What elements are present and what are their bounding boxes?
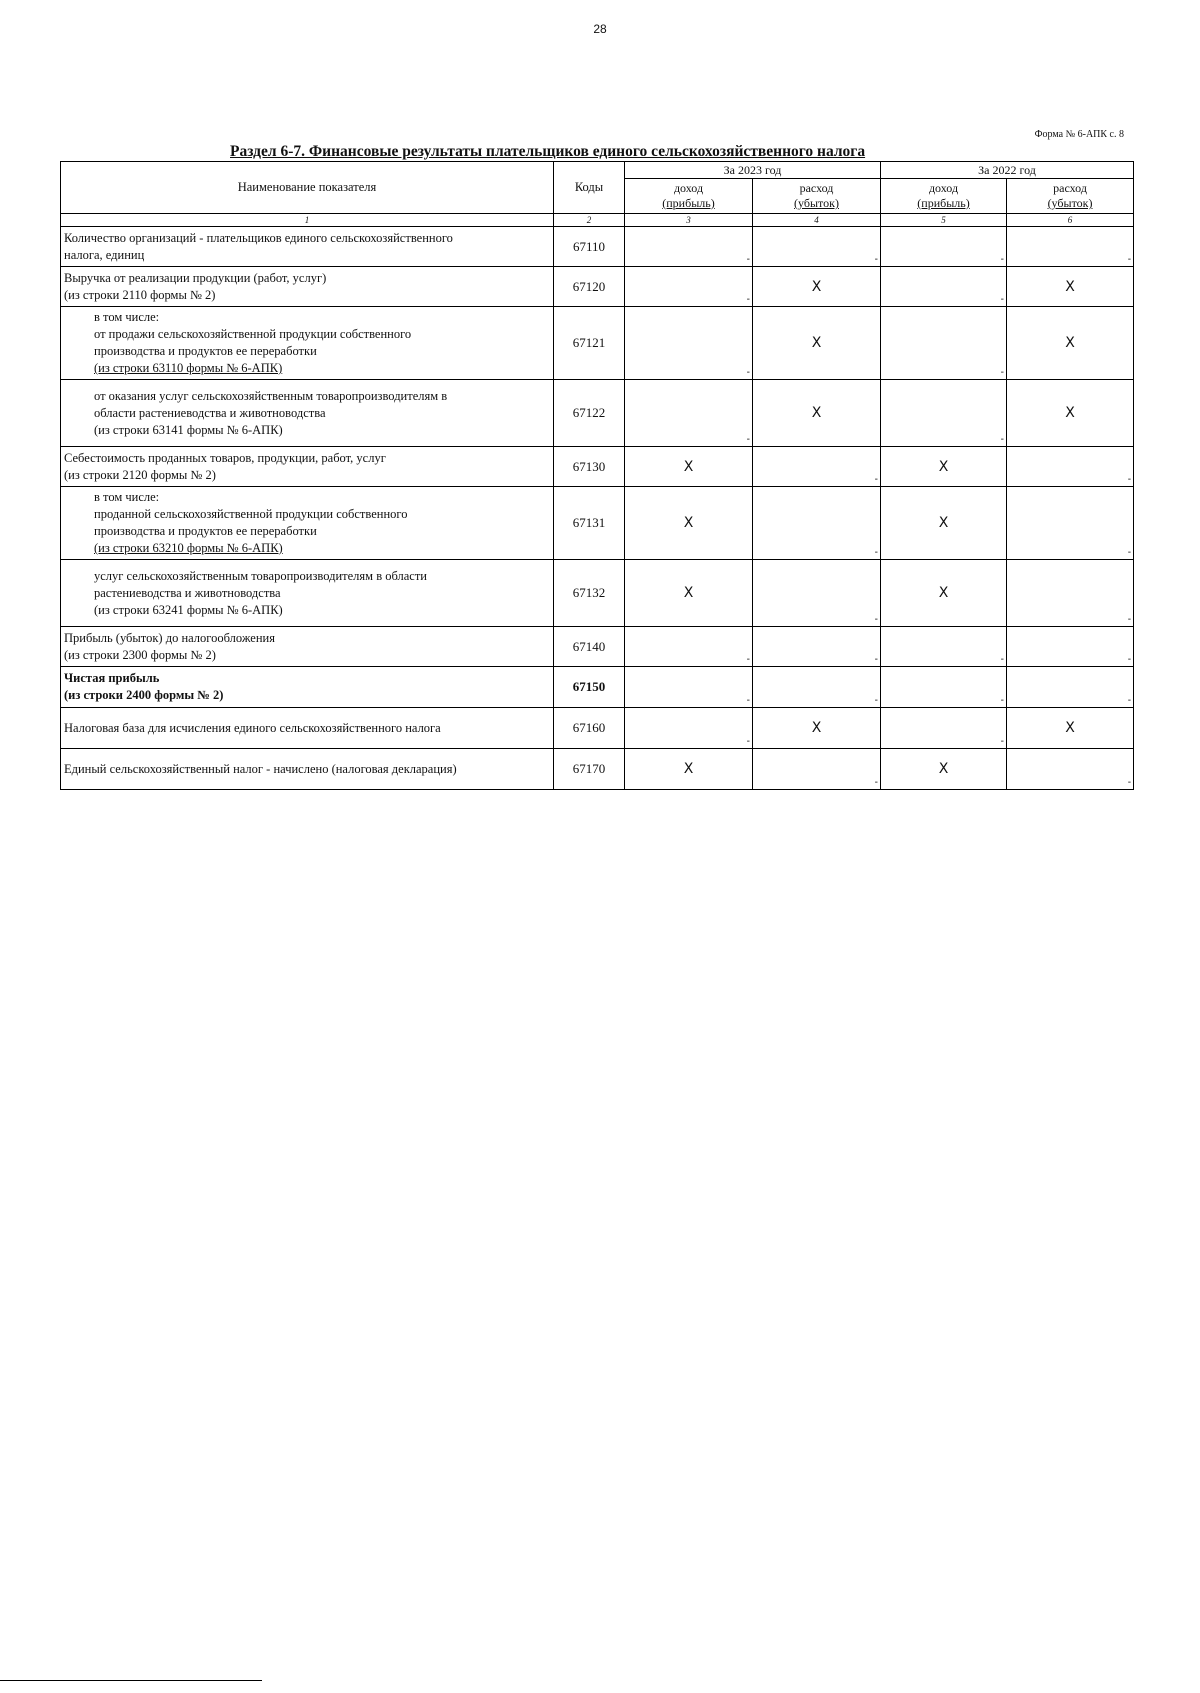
value-cell: - [1007,560,1134,627]
value-cell: - [881,380,1007,447]
value-cell: - [625,708,753,749]
indicator-name: Количество организаций - плательщиков единого сельскохозяйственного налога, единиц [61,227,554,267]
indicator-name: Прибыль (убыток) до налогообложения (из строки 2300 формы № 2) [61,627,554,667]
value-cell: - [881,667,1007,708]
row-code: 67110 [554,227,625,267]
value-cell: - [1007,667,1134,708]
not-applicable-mark: X [881,560,1007,627]
table-row [61,667,1134,708]
header-expense-2022: расход (убыток) [1007,179,1134,214]
indicator-name: в том числе: от продажи сельскохозяйственной продукции собственного производства и продуктов ее переработки (из строки 63110 формы № 6-АПК) [61,307,554,380]
header-name: Наименование показателя [61,162,554,214]
row-code: 67130 [554,447,625,487]
value-cell: - [753,227,881,267]
footnote-divider [0,1680,262,1681]
value-cell: - [625,627,753,667]
indicator-name: Чистая прибыль (из строки 2400 формы № 2) [61,667,554,708]
table-row [61,380,1134,447]
row-code: 67140 [554,627,625,667]
column-number: 6 [1007,214,1134,227]
header-expense-2023: расход (убыток) [753,179,881,214]
row-code: 67132 [554,560,625,627]
indicator-name: Выручка от реализации продукции (работ, услуг) (из строки 2110 формы № 2) [61,267,554,307]
not-applicable-mark: X [1007,267,1134,307]
table-row [61,227,1134,267]
table-row [61,267,1134,307]
row-code: 67150 [554,667,625,708]
value-cell: - [625,667,753,708]
value-cell: - [1007,227,1134,267]
value-cell: - [625,307,753,380]
not-applicable-mark: X [881,447,1007,487]
value-cell: - [753,627,881,667]
not-applicable-mark: X [753,708,881,749]
header-income-2022: доход (прибыль) [881,179,1007,214]
indicator-name: Единый сельскохозяйственный налог - начислено (налоговая декларация) [61,749,554,790]
financial-results-table [60,161,1134,790]
page-number: 28 [593,22,607,36]
column-number: 4 [753,214,881,227]
value-cell: - [1007,749,1134,790]
value-cell: - [753,560,881,627]
not-applicable-mark: X [625,560,753,627]
value-cell: - [753,487,881,560]
value-cell: - [881,708,1007,749]
not-applicable-mark: X [753,267,881,307]
value-cell: - [881,267,1007,307]
row-code: 67122 [554,380,625,447]
column-number: 3 [625,214,753,227]
not-applicable-mark: X [1007,380,1134,447]
table-row [61,560,1134,627]
value-cell: - [625,227,753,267]
not-applicable-mark: X [753,380,881,447]
indicator-name: Себестоимость проданных товаров, продукции, работ, услуг (из строки 2120 формы № 2) [61,447,554,487]
row-code: 67121 [554,307,625,380]
value-cell: - [1007,627,1134,667]
value-cell: - [881,307,1007,380]
indicator-name: услуг сельскохозяйственным товаропроизводителям в области растениеводства и животноводства (из строки 63241 формы № 6-АПК) [61,560,554,627]
table-row [61,749,1134,790]
not-applicable-mark: X [1007,307,1134,380]
value-cell: - [1007,487,1134,560]
not-applicable-mark: X [881,487,1007,560]
table-row [61,487,1134,560]
table-row [61,627,1134,667]
value-cell: - [753,749,881,790]
value-cell: - [881,227,1007,267]
column-number: 1 [61,214,554,227]
header-year-2023: За 2023 год [625,162,881,179]
indicator-name: от оказания услуг сельскохозяйственным товаропроизводителям в области растениеводства и животноводства (из строки 63141 формы № 6-АПК) [61,380,554,447]
table-row [61,708,1134,749]
indicator-name: в том числе: проданной сельскохозяйственной продукции собственного производства и продуктов ее переработки (из строки 63210 формы № 6-АПК) [61,487,554,560]
header-income-2023: доход (прибыль) [625,179,753,214]
value-cell: - [1007,447,1134,487]
row-code: 67131 [554,487,625,560]
row-code: 67120 [554,267,625,307]
section-title: Раздел 6-7. Финансовые результаты плательщиков единого сельскохозяйственного налога [230,143,866,160]
value-cell: - [625,267,753,307]
form-reference: Форма № 6-АПК с. 8 [1034,129,1124,140]
value-cell: - [625,380,753,447]
not-applicable-mark: X [625,749,753,790]
column-number: 5 [881,214,1007,227]
not-applicable-mark: X [625,447,753,487]
row-code: 67170 [554,749,625,790]
table-row [61,447,1134,487]
row-code: 67160 [554,708,625,749]
value-cell: - [753,667,881,708]
value-cell: - [753,447,881,487]
header-codes: Коды [554,162,625,214]
table-row [61,307,1134,380]
not-applicable-mark: X [625,487,753,560]
column-number: 2 [554,214,625,227]
not-applicable-mark: X [753,307,881,380]
indicator-name: Налоговая база для исчисления единого сельскохозяйственного налога [61,708,554,749]
header-year-2022: За 2022 год [881,162,1134,179]
not-applicable-mark: X [1007,708,1134,749]
not-applicable-mark: X [881,749,1007,790]
value-cell: - [881,627,1007,667]
